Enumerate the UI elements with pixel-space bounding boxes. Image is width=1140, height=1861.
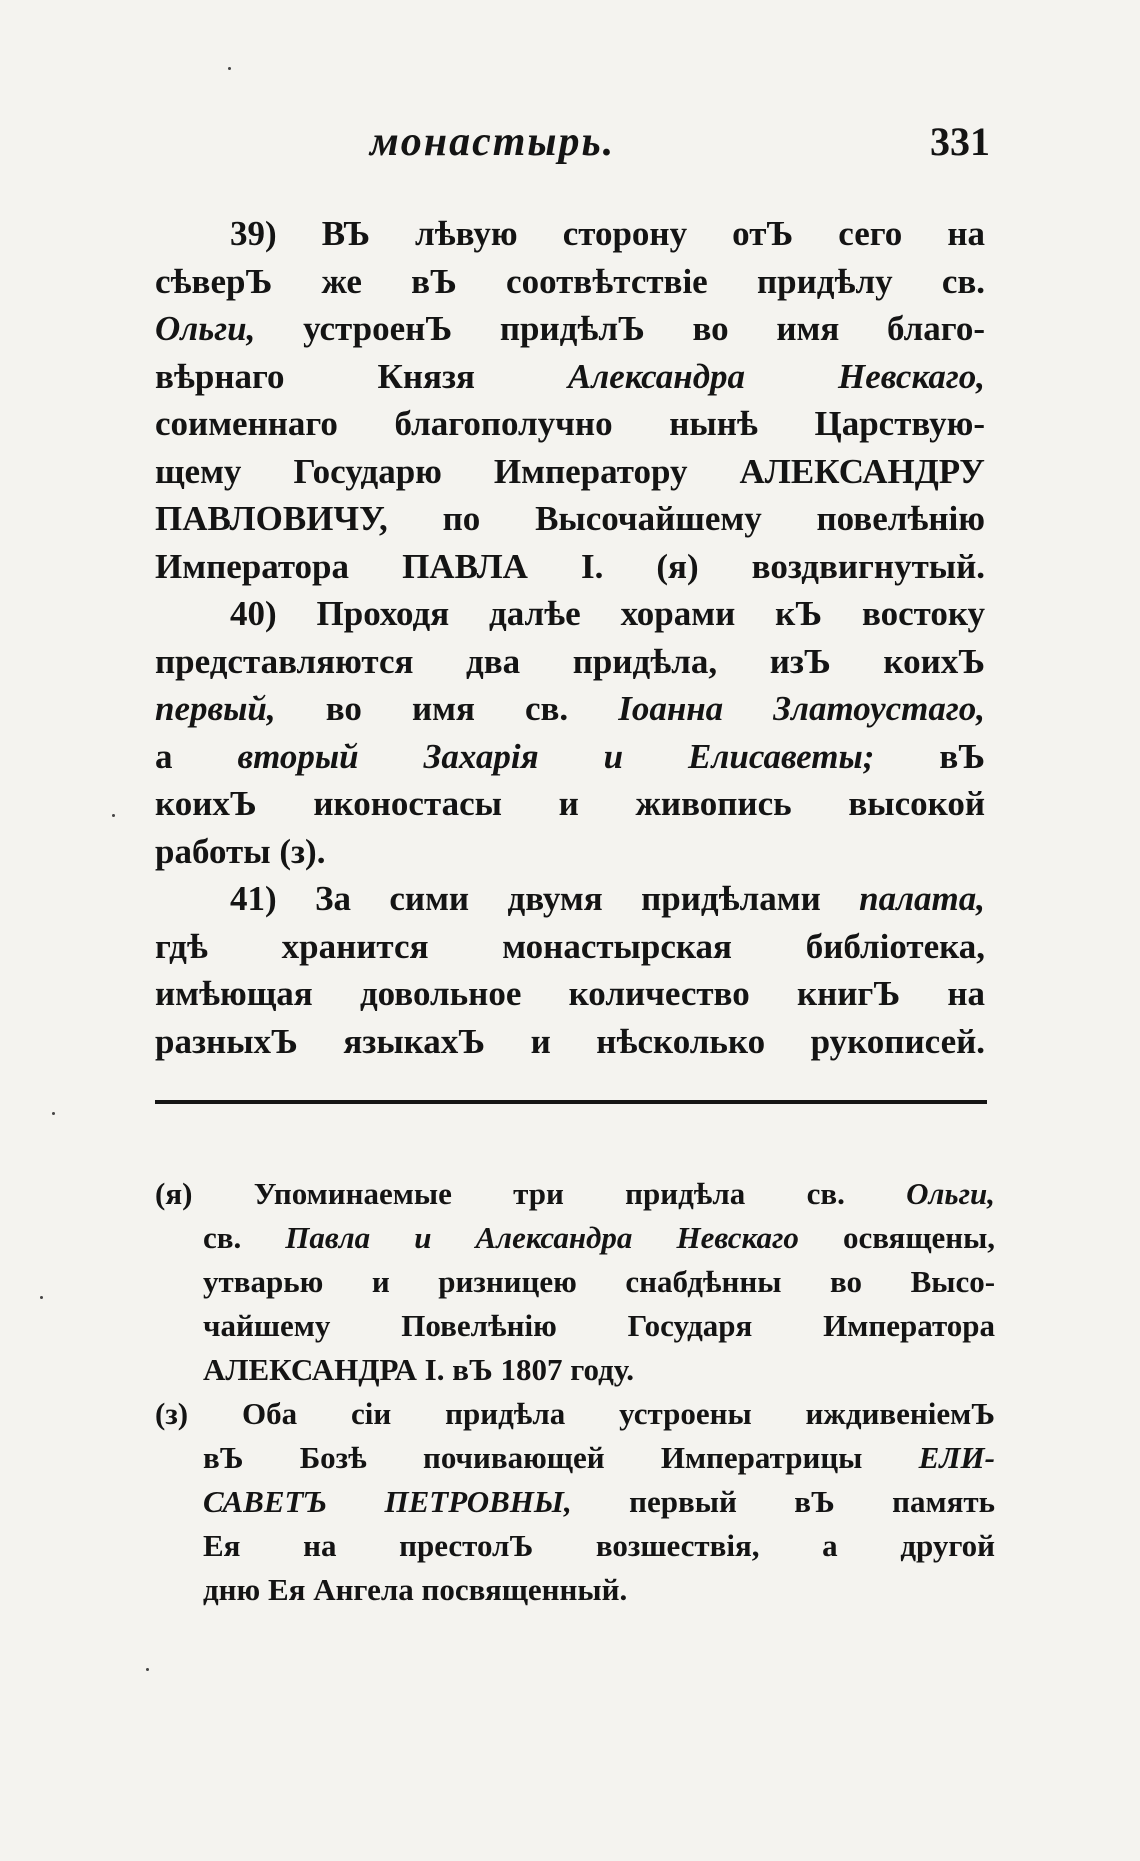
page-header [370,118,990,168]
paragraph-41-line: 41) За сими двумя придѣлами палата, [230,879,985,918]
italic-word: первый, [155,689,276,728]
text-line: представляются два придѣла, изЪ коихЪ [155,641,985,681]
italic-word: и [414,1220,432,1255]
text-line: Императора ПАВЛА I. (я) воздвигнутый. [155,546,985,586]
text-line: гдѣ хранится монастырская библіотека, [155,926,985,966]
italic-word: ПЕТРОВНЫ, [384,1484,572,1519]
footnote-line: св. Павла и Александра Невскаго освящены, [203,1220,995,1255]
footnote-line: вЪ Бозѣ почивающей Императрицы ЕЛИ- [203,1440,995,1475]
text-line: коихЪ иконостасы и живопись высокой [155,784,985,823]
italic-word: Іоанна [618,689,724,728]
main-text [155,210,985,1065]
italic-word: Невскаго, [837,356,985,396]
text-line: вѣрнаго Князя Александра Невскаго, [155,356,985,396]
italic-word: Александра [475,1220,633,1255]
paragraph-40-line: 40) Проходя далѣе хорами кЪ востоку [230,594,985,633]
text-line: соименнаго благополучно нынѣ Царствую- [155,404,985,443]
text-line: первый, во имя св. Іоанна Златоустаго, [155,689,985,728]
footnote-divider [155,1100,987,1104]
page-number: 331 [930,119,990,164]
paragraph-39-line: 39) ВЪ лѣвую сторону отЪ сего на [230,214,985,253]
footnote-line: утварью и ризницею снабдѣнны во Высо- [203,1264,995,1299]
italic-word: Златоустаго, [773,689,985,728]
italic-word: Павла [285,1220,371,1255]
text-line: а вторый Захарія и Елисаветы; вЪ [155,736,985,776]
italic-word: вторый [237,736,359,776]
footnote-line: чайшему Повелѣнію Государя Императора [203,1308,995,1343]
text-line: щему Государю Императору АЛЕКСАНДРУ [155,451,985,491]
text-line: Ольги, устроенЪ придѣлЪ во имя благо- [155,309,985,348]
italic-word: Александра [567,356,746,396]
footnote-line: САВЕТЪ ПЕТРОВНЫ, первый вЪ память [203,1484,995,1519]
text-line: разныхЪ языкахЪ и нѣсколько рукописей. [155,1021,985,1061]
paper-speck [146,1668,149,1671]
paper-speck [52,1112,55,1115]
footnote-line: АЛЕКСАНДРА I. вЪ 1807 году. [203,1352,634,1387]
italic-word: ЕЛИ- [918,1440,995,1475]
text-line: ПАВЛОВИЧУ, по Высочайшему повелѣнію [155,499,985,538]
paper-speck [40,1296,43,1299]
italic-word: САВЕТЪ [203,1484,328,1519]
footnote-line: Ея на престолЪ возшествія, а другой [203,1528,995,1563]
footnote-line: дню Ея Ангела посвященный. [203,1572,628,1607]
italic-word: палата, [859,879,985,918]
text-line: работы (з). [155,831,326,871]
italic-word: Ольги, [155,309,256,348]
paper-speck [112,814,115,817]
footnote-z-line: (з) Оба сіи придѣла устроены иждивеніемЪ [155,1396,995,1431]
italic-word: Ольги, [906,1176,995,1211]
text-line: сѣверЪ же вЪ соотвѣтствіе придѣлу св. [155,261,985,301]
italic-word: Захарія [423,736,539,776]
text-line: имѣющая довольное количество книгЪ на [155,974,985,1013]
running-head: монастырь. [370,119,616,165]
paper-speck [228,67,231,70]
italic-word: Елисаветы; [688,736,875,776]
italic-word: и [603,736,624,776]
footnotes [155,1172,995,1612]
italic-word: Невскаго [676,1220,799,1255]
footnote-ya-line: (я) Упоминаемые три придѣла св. Ольги, [155,1176,995,1211]
